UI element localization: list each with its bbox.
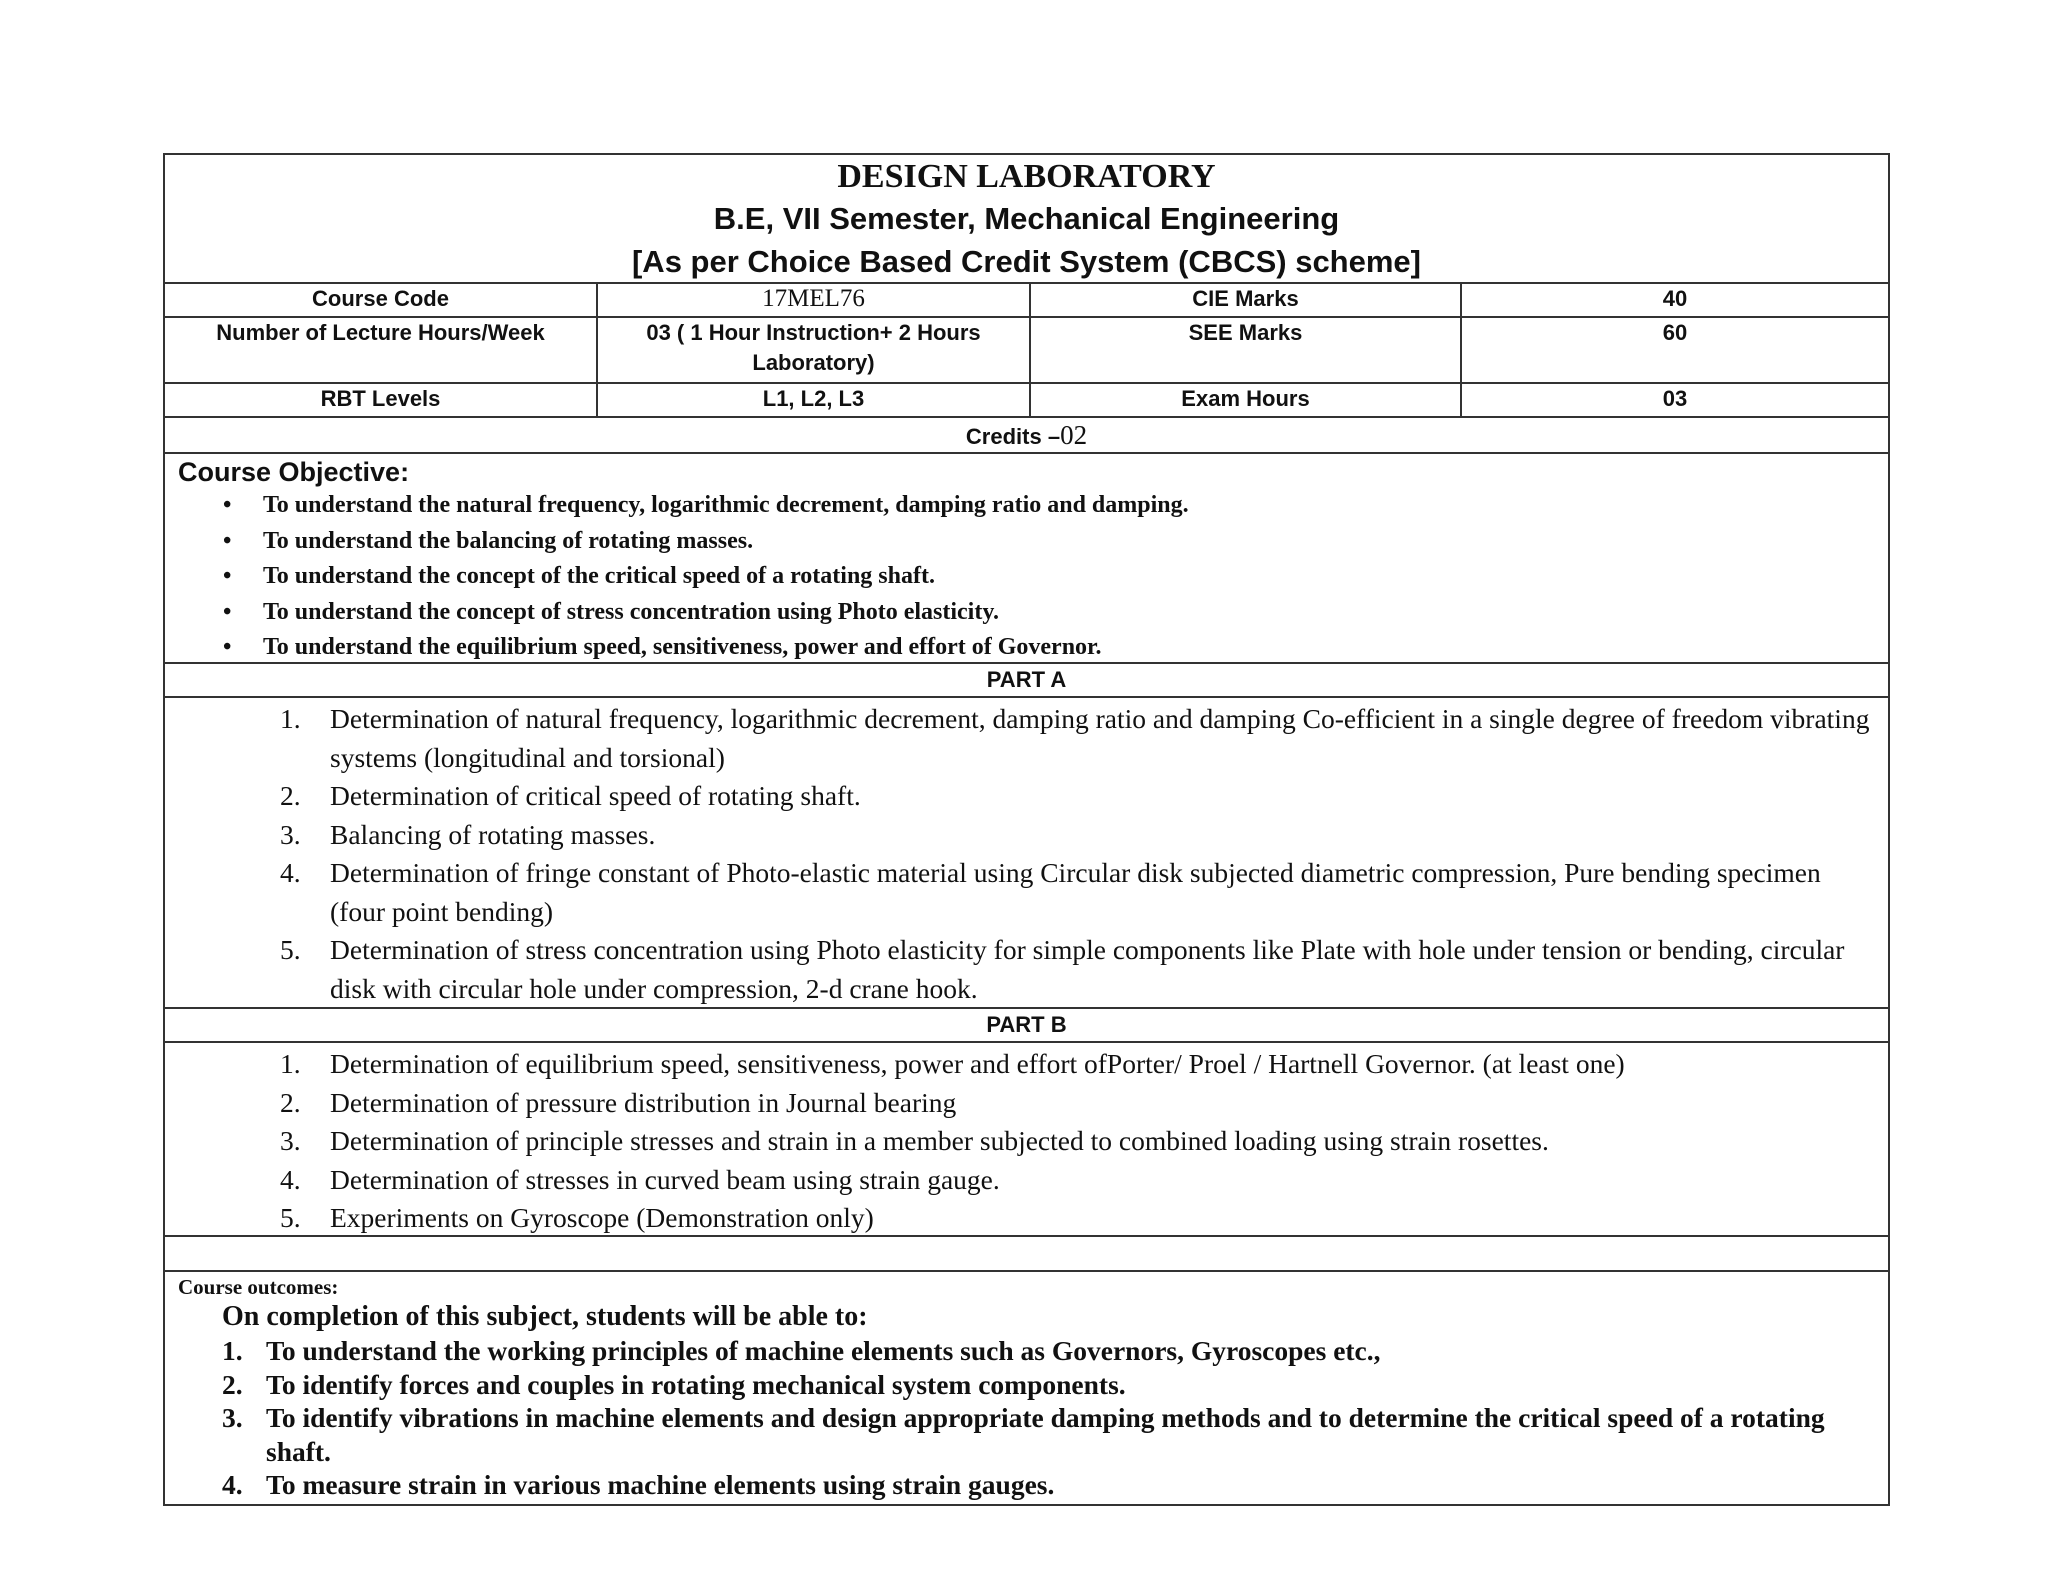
list-item: 1. Determination of equilibrium speed, sensitiveness, power and effort ofPorter/ Proel / Hartnell Governor. (at least one)	[280, 1048, 1625, 1079]
bullet: •	[223, 634, 232, 660]
list-item: 4. Determination of stresses in curved beam using strain gauge.	[280, 1163, 1000, 1195]
info-value: 40	[1662, 286, 1688, 311]
credits-row	[165, 418, 1888, 454]
title-block	[165, 155, 1888, 284]
empty-row	[165, 1237, 1888, 1272]
info-value: 60	[1662, 320, 1688, 345]
course-objectives	[165, 454, 1888, 664]
part-a-list	[165, 698, 1888, 1009]
info-label: Exam Hours	[1031, 384, 1462, 416]
objective-item: • To understand the equilibrium speed, sensitiveness, power and effort of Governor.	[178, 630, 1888, 666]
list-item: 4. Determination of fringe constant of Photo-elastic material using Circular disk subjected diametric compression, Pure bending specimen (four point bending)	[280, 857, 1821, 927]
credits-label: Credits –	[965, 424, 1061, 449]
outcomes-title: Course outcomes:	[178, 1275, 339, 1299]
bullet: •	[223, 598, 232, 625]
objective-item: • To understand the natural frequency, logarithmic decrement, damping ratio and damping.	[178, 488, 1888, 524]
info-label: Number of Lecture Hours/Week	[165, 318, 598, 382]
outcome-item: 2. To identify forces and couples in rotating mechanical system components.	[222, 1368, 1126, 1400]
objective-item: • To understand the concept of the critical speed of a rotating shaft.	[178, 559, 1888, 595]
list-item: 3. Balancing of rotating masses.	[280, 818, 656, 850]
objective-item: • To understand the balancing of rotating masses.	[178, 524, 1888, 560]
part-a-heading: PART A	[165, 664, 1888, 698]
course-outcomes	[165, 1272, 1888, 1504]
course-title: DESIGN LABORATORY	[837, 158, 1216, 195]
info-row-course-code	[165, 284, 1888, 318]
bullet: •	[223, 492, 232, 518]
list-item: 2. Determination of critical speed of rotating shaft.	[280, 780, 861, 811]
list-item: 5. Determination of stress concentration using Photo elasticity for simple components like Plate with hole under tension or bending, circular disk with circular hole under compression, 2-d crane hook.	[280, 934, 1845, 1004]
syllabus-table	[163, 153, 1890, 1506]
outcome-item: 1. To understand the working principles of machine elements such as Governors, Gyroscopes etc.,	[222, 1335, 1381, 1366]
info-value: L1, L2, L3	[598, 384, 1031, 416]
list-item: 5. Experiments on Gyroscope (Demonstration only)	[280, 1202, 874, 1233]
course-subtitle: B.E, VII Semester, Mechanical Engineering	[713, 201, 1340, 236]
info-row-rbt-levels	[165, 384, 1888, 418]
info-label: CIE Marks	[1031, 284, 1462, 316]
outcomes-intro: On completion of this subject, students will be able to:	[222, 1301, 868, 1332]
objective-item: • To understand the concept of stress concentration using Photo elasticity.	[178, 595, 1888, 631]
list-item: 1. Determination of natural frequency, logarithmic decrement, damping ratio and damping Co-efficient in a single degree of freedom vibrating systems (longitudinal and torsional)	[280, 703, 1870, 773]
info-label: RBT Levels	[165, 384, 598, 416]
list-item: 3. Determination of principle stresses and strain in a member subjected to combined loading using strain rosettes.	[280, 1125, 1549, 1156]
list-item: 2. Determination of pressure distribution in Journal bearing	[280, 1086, 957, 1118]
course-scheme: [As per Choice Based Credit System (CBCS) scheme]	[631, 244, 1421, 279]
part-b-list	[165, 1043, 1888, 1237]
outcome-item: 4. To measure strain in various machine elements using strain gauges.	[222, 1469, 1055, 1500]
objectives-title: Course Objective:	[178, 457, 410, 487]
bullet: •	[223, 563, 232, 589]
info-row-lecture-hours	[165, 318, 1888, 384]
info-value: 03	[1662, 386, 1688, 411]
info-value: 03 ( 1 Hour Instruction+ 2 Hours Laboratory)	[598, 318, 1031, 382]
bullet: •	[223, 527, 232, 554]
info-label: Course Code	[165, 284, 598, 316]
outcome-item: 3. To identify vibrations in machine elements and design appropriate damping methods and to determine the critical speed of a rotating shaft.	[222, 1402, 1825, 1467]
info-label: SEE Marks	[1031, 318, 1462, 382]
info-value: 17MEL76	[598, 284, 1031, 316]
part-b-heading: PART B	[165, 1009, 1888, 1043]
credits-value: 02	[1060, 420, 1088, 450]
